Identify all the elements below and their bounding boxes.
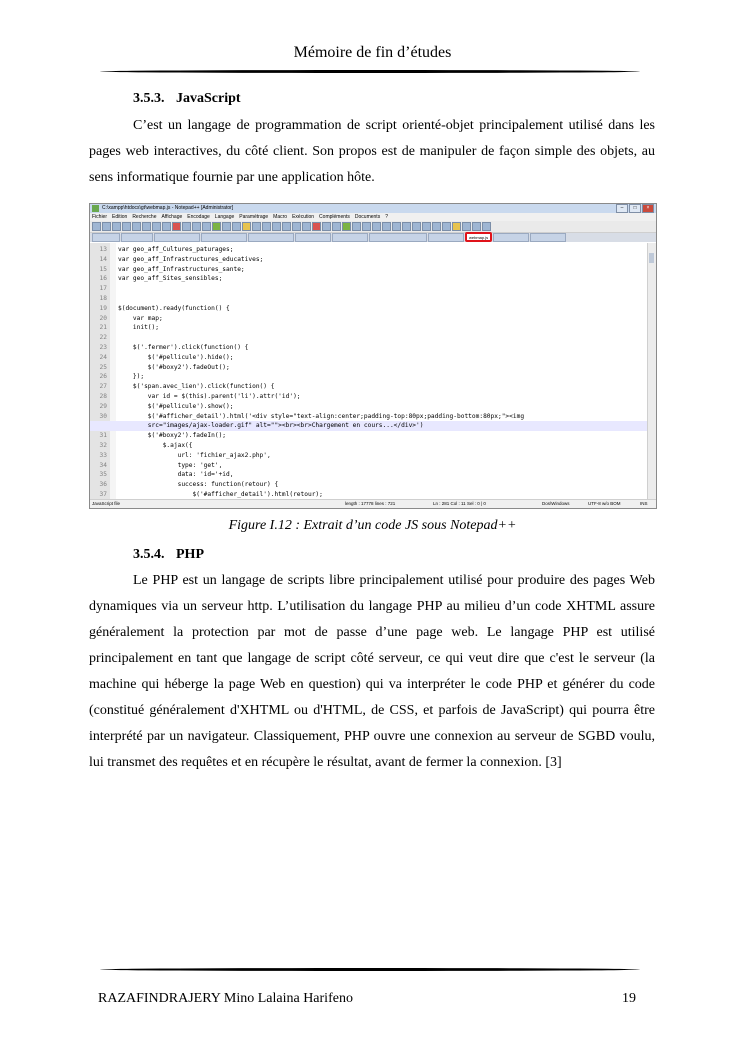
code-line [90,421,648,431]
code-line [90,284,648,294]
file-tab[interactable] [428,233,464,242]
footer-author: RAZAFINDRAJERY Mino Lalaina Harifeno [98,991,353,1006]
code-text: $('#pellicule').hide(); [118,353,234,361]
section-number: 3.5.4. [133,547,165,562]
toolbar-button-icon[interactable] [222,222,231,231]
status-position: Ln : 281 Col : 11 Sel : 0 | 0 [433,501,486,506]
toolbar-button-icon[interactable] [472,222,481,231]
line-number: 23 [99,344,107,351]
menu-item[interactable]: Langage [214,214,235,220]
toolbar-button-icon[interactable] [362,222,371,231]
file-tab[interactable] [248,233,294,242]
code-line [90,353,648,363]
toolbar-button-icon[interactable] [422,222,431,231]
line-number: 14 [99,255,107,263]
status-file-type: JavaScript file [92,501,121,506]
status-encoding: UTF-8 w/o BOM [588,501,621,506]
vertical-scrollbar[interactable] [647,243,656,500]
code-line [90,343,648,353]
toolbar-button-icon[interactable] [182,222,191,231]
toolbar-button-icon[interactable] [272,222,281,231]
page-header-title: Mémoire de fin d’études [293,44,452,61]
maximize-button[interactable]: □ [629,204,641,213]
close-button[interactable]: × [642,204,654,213]
code-line [90,245,648,255]
toolbar-button-icon[interactable] [142,222,151,231]
line-number: 25 [99,363,107,371]
code-text: $(document).ready(function() { [118,304,230,312]
code-text: $.ajax({ [118,442,193,449]
code-line [90,304,648,314]
scrollbar-thumb[interactable] [649,253,654,263]
notepad-app-icon [92,205,99,212]
file-tab[interactable] [201,233,247,242]
menu-item[interactable]: Recherche [132,214,157,220]
line-number: 21 [99,324,107,332]
section-title: JavaScript [176,91,241,106]
line-number: 20 [99,314,107,322]
status-eol: Dos\Windows [542,501,570,506]
line-number: 37 [99,491,107,498]
toolbar-button-icon[interactable] [312,222,321,231]
line-number: 32 [99,442,107,449]
line-number: 36 [99,481,107,489]
toolbar-button-icon[interactable] [412,222,421,231]
line-number: 19 [99,304,107,312]
menu-item[interactable]: Paramétrage [239,214,269,220]
file-tabs [90,233,656,242]
menu-bar [90,213,656,221]
toolbar-button-icon[interactable] [352,222,361,231]
line-number: 28 [99,393,107,400]
code-text: $('#afficher_detail').html(retour); [118,491,323,498]
notepad-screenshot [89,203,657,509]
toolbar-button-icon[interactable] [462,222,471,231]
line-number: 33 [99,451,107,459]
toolbar-button-icon[interactable] [112,222,121,231]
code-text: }); [118,373,145,381]
menu-item[interactable]: Edition [112,214,128,220]
window-controls [616,204,654,213]
toolbar-button-icon[interactable] [232,222,241,231]
section-php-paragraph: Le PHP est un langage de scripts libre principalement utilisé pour produire des pages Web dynamiques via un serveur http. L’utilisation du langage PHP au milieu d’un code XHTML assure généralement la protection par mot de passe d’une page web. Le langage PHP est utilisé principalement en tant que langage de script côté serveur, ce qui veut dire que c'est le serveur (la machine qui héberge la page Web en question) qui va interpréter le code PHP et générer du code (constitué généralement d'XHTML ou d'HTML, de CSS, et parfois de JavaScript) qui pourra être interprété par un navigateur. Classiquement, PHP ouvre une connexion au serveur de SGBD voulu, lui transmet des requêtes et en récupère le résultat, avant de fermer la connexion. [3] [89,573,655,770]
code-text: var geo_aff_Infrastructures_sante; [118,265,245,273]
toolbar-button-icon[interactable] [282,222,291,231]
toolbar-button-icon[interactable] [392,222,401,231]
code-text: var geo_aff_Infrastructures_educatives; [118,255,264,263]
line-number: 24 [99,353,107,361]
code-line [90,412,648,422]
code-line [90,451,648,461]
file-tab[interactable] [530,233,566,242]
toolbar-button-icon[interactable] [372,222,381,231]
tab-webmap-js[interactable]: webmap.js [465,232,492,242]
toolbar-button-icon[interactable] [212,222,221,231]
file-tab[interactable] [121,233,153,242]
code-line [90,333,648,343]
code-text: $('.fermer').click(function() { [118,344,249,351]
minimize-button[interactable]: – [616,204,628,213]
menu-item[interactable]: Documents [354,214,381,220]
file-tab[interactable] [493,233,529,242]
toolbar-button-icon[interactable] [132,222,141,231]
file-tab[interactable] [154,233,200,242]
section-title: PHP [176,547,204,562]
toolbar-button-icon[interactable] [342,222,351,231]
line-number: 34 [99,461,107,469]
code-line [90,480,648,490]
code-line [90,363,648,373]
line-number: 22 [99,334,107,342]
footer-rule [100,968,640,971]
code-line [90,314,648,324]
file-tab[interactable] [92,233,120,242]
menu-item[interactable]: ? [385,214,388,220]
code-text: $('#pellicule').show(); [118,402,234,410]
status-length: length : 17778 lines : 721 [345,501,396,506]
toolbar-button-icon[interactable] [252,222,261,231]
toolbar-button-icon[interactable] [332,222,341,231]
code-text: $('#afficher_detail').html('<div style="text-align:center;padding-top:80px;padding-bottom:80px;"><img [118,412,525,420]
toolbar-button-icon[interactable] [402,222,411,231]
toolbar-button-icon[interactable] [322,222,331,231]
file-tab[interactable] [332,233,368,242]
section-number: 3.5.3. [133,91,165,106]
line-number: 26 [99,373,107,381]
toolbar-button-icon[interactable] [192,222,201,231]
section-js-paragraph: C’est un langage de programmation de script orienté-objet principalement utilisé dans les pages web interactives, du côté client. Son propos est de manipuler de façon simple des objets, au sens informatique fournie par une application hôte. [89,118,655,185]
toolbar-button-icon[interactable] [172,222,181,231]
code-text: type: 'get', [118,461,223,469]
line-number: 35 [99,471,107,479]
line-number: 15 [99,265,107,273]
code-text: var map; [118,314,163,322]
line-number: 31 [99,432,107,440]
toolbar-button-icon[interactable] [202,222,211,231]
window-title: C:\xampp\htdocs\gt\webmap.js - Notepad++ [Administrator] [102,205,234,211]
toolbar-button-icon[interactable] [382,222,391,231]
code-line [90,402,648,412]
toolbar-button-icon[interactable] [442,222,451,231]
toolbar-button-icon[interactable] [482,222,491,231]
code-text: data: 'id='+id, [118,471,234,479]
toolbar-button-icon[interactable] [432,222,441,231]
code-editor[interactable] [90,243,648,500]
toolbar-button-icon[interactable] [292,222,301,231]
code-text: init(); [118,324,159,332]
line-number: 18 [99,295,107,302]
toolbar-button-icon[interactable] [242,222,251,231]
menu-item[interactable]: Fichier [92,214,108,220]
status-mode: INS [640,501,648,506]
line-number: 30 [99,412,107,420]
code-text: success: function(retour) { [118,481,279,489]
code-line [90,392,648,402]
code-line [90,382,648,392]
toolbar-button-icon[interactable] [162,222,171,231]
code-text: var geo_aff_Cultures_paturages; [118,246,234,253]
figure-caption: Figure I.12 : Extrait d’un code JS sous Notepad++ [228,518,517,533]
code-text: $('#boxy2').fadeIn(); [118,432,227,440]
toolbar-button-icon[interactable] [122,222,131,231]
file-tab[interactable] [295,233,331,242]
menu-item[interactable]: Encodage [187,214,210,220]
toolbar-button-icon[interactable] [152,222,161,231]
line-number: 27 [99,383,107,391]
code-text: src="images/ajax-loader.gif" alt=""><br><br>Chargement en cours...</div>') [118,422,424,430]
file-tab[interactable] [369,233,427,242]
header-rule [100,70,640,73]
menu-item[interactable]: Exécution [292,214,315,220]
toolbar-button-icon[interactable] [302,222,311,231]
code-text: var id = $(this).parent('li').attr('id'); [118,393,301,400]
code-text: $('#boxy2').fadeOut(); [118,363,230,371]
code-line [90,294,648,304]
line-number: 16 [99,275,107,283]
footer-page-number: 19 [622,991,636,1006]
code-line [90,274,648,284]
code-line [90,461,648,471]
line-number: 13 [99,246,107,253]
menu-item[interactable]: Affichage [161,214,183,220]
toolbar [90,221,656,233]
line-number: 29 [99,402,107,410]
menu-item[interactable]: Compléments [319,214,350,220]
code-text: var geo_aff_Sites_sensibles; [118,275,223,283]
code-line [90,265,648,275]
toolbar-button-icon[interactable] [102,222,111,231]
code-line [90,441,648,451]
code-line [90,431,648,441]
code-line [90,255,648,265]
section-js-heading [133,91,241,107]
toolbar-button-icon[interactable] [262,222,271,231]
code-text: url: 'fichier_ajax2.php', [118,451,271,459]
toolbar-button-icon[interactable] [92,222,101,231]
line-number: 17 [99,285,107,293]
code-line [90,470,648,480]
code-line [90,372,648,382]
status-bar [90,499,656,508]
section-php-heading [133,547,204,563]
code-text: $('span.avec_lien').click(function() { [118,383,275,391]
menu-item[interactable]: Macro [273,214,288,220]
toolbar-button-icon[interactable] [452,222,461,231]
window-titlebar [90,204,656,213]
code-line [90,323,648,333]
